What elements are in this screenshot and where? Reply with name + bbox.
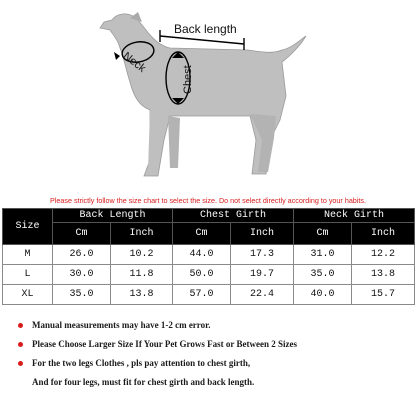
table-row xyxy=(3,245,415,265)
size-chart-table xyxy=(2,208,415,305)
unit-header: Inch xyxy=(352,223,415,245)
note-text: Please Choose Larger Size If Your Pet Grows Fast or Between 2 Sizes xyxy=(32,339,297,349)
group-header-chest-girth: Chest Girth xyxy=(173,209,294,223)
note-text: For the two legs Clothes , pls pay attention to chest girth, xyxy=(32,358,251,368)
value-cell: 15.7 xyxy=(352,285,415,305)
table-row xyxy=(3,285,415,305)
back-length-label: Back length xyxy=(174,22,237,36)
note-text: And for four legs, must fit for chest girth and back length. xyxy=(32,377,255,387)
dog-measurement-diagram xyxy=(0,0,416,186)
table-group-header-row xyxy=(3,209,415,223)
value-cell: 40.0 xyxy=(294,285,352,305)
unit-header: Inch xyxy=(111,223,173,245)
size-chart-notice: Please strictly follow the size chart to select the size. Do not select directly according to your habits. xyxy=(50,196,366,205)
value-cell: 22.4 xyxy=(231,285,294,305)
list-item xyxy=(18,335,414,354)
value-cell: 12.2 xyxy=(352,245,415,265)
value-cell: 31.0 xyxy=(294,245,352,265)
front-leg-back xyxy=(168,116,180,168)
value-cell: 30.0 xyxy=(53,265,111,285)
size-cell: M xyxy=(3,245,53,265)
value-cell: 50.0 xyxy=(173,265,231,285)
note-text: Manual measurements may have 1-2 cm error. xyxy=(32,320,211,330)
value-cell: 11.8 xyxy=(111,265,173,285)
unit-header: Cm xyxy=(294,223,352,245)
size-cell: L xyxy=(3,265,53,285)
dog-body xyxy=(100,14,306,176)
size-header: Size xyxy=(3,209,53,245)
value-cell: 35.0 xyxy=(294,265,352,285)
list-item xyxy=(18,373,414,392)
back-length-arrow xyxy=(160,36,244,44)
notes-list xyxy=(18,316,414,392)
list-item xyxy=(18,354,414,373)
value-cell: 13.8 xyxy=(111,285,173,305)
value-cell: 19.7 xyxy=(231,265,294,285)
value-cell: 17.3 xyxy=(231,245,294,265)
group-header-neck-girth: Neck Girth xyxy=(294,209,415,223)
neck-arrow-head xyxy=(114,52,120,60)
unit-header: Cm xyxy=(173,223,231,245)
unit-header: Cm xyxy=(53,223,111,245)
value-cell: 26.0 xyxy=(53,245,111,265)
group-header-back-length: Back Length xyxy=(53,209,173,223)
unit-header: Inch xyxy=(231,223,294,245)
bullet-dot-icon xyxy=(18,323,23,328)
value-cell: 13.8 xyxy=(352,265,415,285)
value-cell: 10.2 xyxy=(111,245,173,265)
chest-label: Chest xyxy=(182,65,194,94)
bullet-dot-icon xyxy=(18,361,23,366)
value-cell: 57.0 xyxy=(173,285,231,305)
table-row xyxy=(3,265,415,285)
bullet-dot-icon xyxy=(18,342,23,347)
table-unit-header-row xyxy=(3,223,415,245)
list-item xyxy=(18,316,414,335)
value-cell: 44.0 xyxy=(173,245,231,265)
neck-label: Neck xyxy=(120,50,148,75)
size-cell: XL xyxy=(3,285,53,305)
value-cell: 35.0 xyxy=(53,285,111,305)
